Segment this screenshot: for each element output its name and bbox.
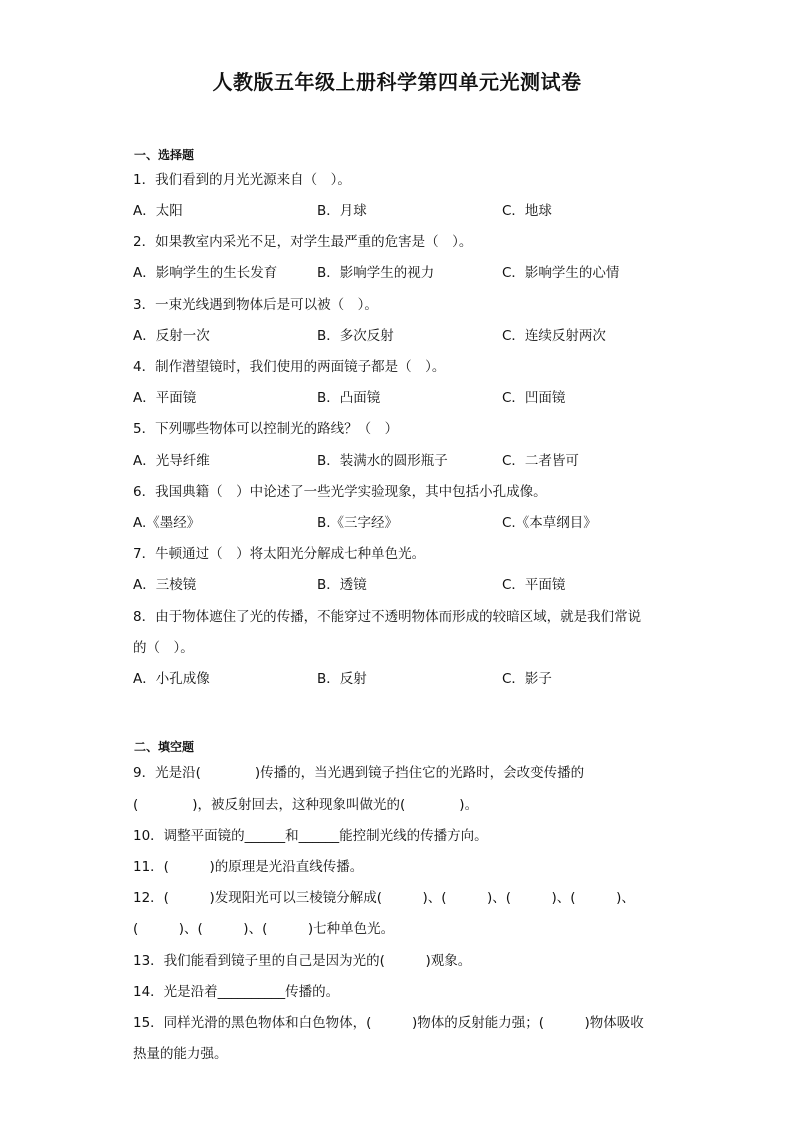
question-10: 10．调整平面镜的______和______能控制光线的传播方向。 xyxy=(133,828,488,844)
question-2: 2．如果教室内采光不足，对学生最严重的危害是（ ）。 xyxy=(133,234,473,250)
q6-option-b: B.《三字经》 xyxy=(317,515,399,531)
q7-option-b: B．透镜 xyxy=(317,577,367,593)
q7-option-a: A．三棱镜 xyxy=(133,577,197,593)
q4-option-a: A．平面镜 xyxy=(133,390,197,406)
question-6: 6．我国典籍（ ）中论述了一些光学实验现象，其中包括小孔成像。 xyxy=(133,484,547,500)
q5-option-a: A．光导纤维 xyxy=(133,453,210,469)
question-9: 9．光是沿( )传播的，当光遇到镜子挡住它的光路时，会改变传播的 xyxy=(133,765,585,781)
q4-option-c: C．凹面镜 xyxy=(502,390,566,406)
q8-option-a: A．小孔成像 xyxy=(133,671,210,687)
question-15: 15．同样光滑的黑色物体和白色物体，( )物体的反射能力强；( )物体吸收 xyxy=(133,1015,644,1031)
q1-option-b: B．月球 xyxy=(317,203,367,219)
q3-option-c: C．连续反射两次 xyxy=(502,328,606,344)
q1-option-a: A．太阳 xyxy=(133,203,183,219)
q2-option-b: B．影响学生的视力 xyxy=(317,265,435,281)
section-heading-choice: 一、选择题 xyxy=(134,148,195,162)
q4-option-b: B．凸面镜 xyxy=(317,390,381,406)
q1-option-c: C．地球 xyxy=(502,203,552,219)
q6-option-a: A.《墨经》 xyxy=(133,515,201,531)
q3-option-a: A．反射一次 xyxy=(133,328,210,344)
question-8: 8．由于物体遮住了光的传播，不能穿过不透明物体而形成的较暗区域，就是我们常说 xyxy=(133,609,642,625)
question-5: 5．下列哪些物体可以控制光的路线？（ ） xyxy=(133,421,399,437)
q6-option-c: C.《本草纲目》 xyxy=(502,515,597,531)
question-7: 7．牛顿通过（ ）将太阳光分解成七种单色光。 xyxy=(133,546,426,562)
q2-option-a: A．影响学生的生长发育 xyxy=(133,265,278,281)
q8-option-b: B．反射 xyxy=(317,671,367,687)
question-13: 13．我们能看到镜子里的自己是因为光的( )观象。 xyxy=(133,953,472,969)
question-12-continued: ( )、( )、( )七种单色光。 xyxy=(133,921,395,937)
section-heading-fill-blank: 二、填空题 xyxy=(134,740,195,754)
q3-option-b: B．多次反射 xyxy=(317,328,394,344)
q7-option-c: C．平面镜 xyxy=(502,577,566,593)
question-12: 12．( )发现阳光可以三棱镜分解成( )、( )、( )、( )、 xyxy=(133,890,635,906)
question-4: 4．制作潜望镜时，我们使用的两面镜子都是（ ）。 xyxy=(133,359,446,375)
q8-option-c: C．影子 xyxy=(502,671,552,687)
question-11: 11．( )的原理是光沿直线传播。 xyxy=(133,859,364,875)
question-14: 14．光是沿着__________传播的。 xyxy=(133,984,340,1000)
question-3: 3．一束光线遇到物体后是可以被（ ）。 xyxy=(133,297,378,313)
question-8-continued: 的（ ）。 xyxy=(133,640,194,656)
q5-option-b: B．装满水的圆形瓶子 xyxy=(317,453,448,469)
page-title: 人教版五年级上册科学第四单元光测试卷 xyxy=(212,70,582,94)
q5-option-c: C．二者皆可 xyxy=(502,453,579,469)
q2-option-c: C．影响学生的心情 xyxy=(502,265,620,281)
question-9-continued: ( )，被反射回去，这种现象叫做光的( )。 xyxy=(133,797,479,813)
question-1: 1．我们看到的月光光源来自（ ）。 xyxy=(133,172,351,188)
question-15-continued: 热量的能力强。 xyxy=(133,1046,228,1062)
